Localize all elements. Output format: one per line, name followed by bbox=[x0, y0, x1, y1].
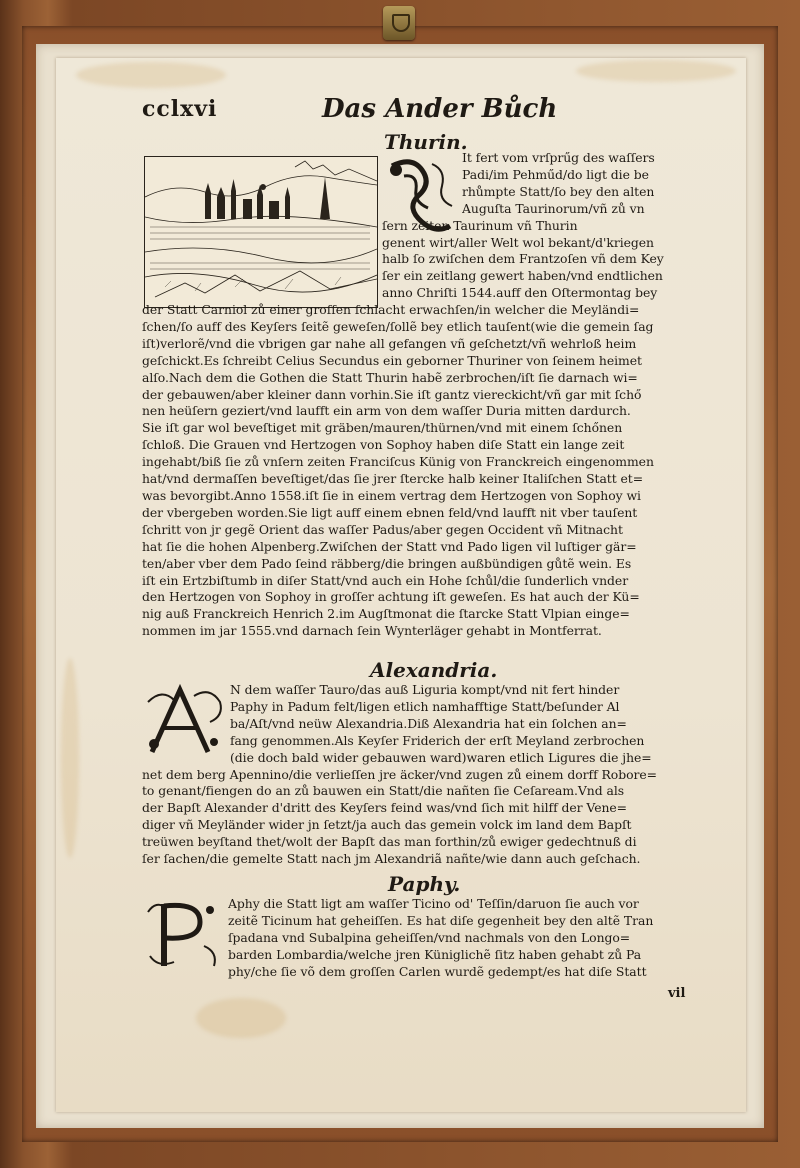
text-line: net dem berg Apennino/die verlieſſen jre äcker/vnd zugen zů einem dorff Robore= bbox=[142, 766, 657, 782]
text-line: iſt)verlorẽ/vnd die vbrigen gar nahe all gefangen vñ geſchetzt/vñ wehrloß heim bbox=[142, 335, 637, 351]
text-line: phy/che ſie võ dem groſſen Carlen wurdẽ gedempt/es hat diſe Statt bbox=[228, 963, 647, 979]
thurin-text-body bbox=[142, 302, 694, 640]
text-line: anno Chriſti 1544.auff den Oſtermontag bey bbox=[382, 285, 658, 301]
text-line: It fert vom vrſprűg des waſſers bbox=[462, 150, 655, 165]
text-line: ſpadana vnd Subalpina geheiſſen/vnd nachmals von den Longo= bbox=[228, 929, 631, 945]
heading-alexandria: Alexandria. bbox=[370, 658, 498, 682]
text-line: hat ſie die hohen Alpenberg.Zwiſchen der Statt vnd Pado ligen vil luſtiger gär= bbox=[142, 538, 637, 554]
text-line: rhůmpte Statt/ſo bey den alten bbox=[462, 183, 655, 199]
drop-cap-A-ornament bbox=[144, 682, 226, 760]
heading-paphy: Paphy. bbox=[388, 872, 461, 896]
hanging-hook bbox=[383, 6, 415, 40]
turin-woodcut-illustration bbox=[144, 156, 378, 308]
text-line: Sie iſt gar wol beveſtiget mit gräben/mauren/thürnen/vnd mit einem ſchőnen bbox=[142, 420, 623, 436]
catchword: vil bbox=[668, 986, 686, 1001]
text-line: nen heüſern geziert/vnd laufft ein arm von dem waſſer Duria mitten dardurch. bbox=[142, 403, 631, 419]
text-line: der gebauwen/aber kleiner dann vorhin.Sie iſt gantz viereckicht/vñ gar mit ſchő bbox=[142, 386, 642, 402]
alexandria-text-beside-cap bbox=[230, 682, 694, 767]
text-line: ſer ſachen/die gemelte Statt nach jm Alexandriã nañte/wie dann auch geſchach. bbox=[142, 851, 641, 867]
text-line: ingehabt/biß ſie zů vnſern zeiten Franciſcus Künig von Franckreich eingenommen bbox=[142, 454, 654, 470]
thurin-text-beside-image-2 bbox=[382, 218, 694, 303]
text-line: genent wirt/aller Welt wol bekant/d'kriegen bbox=[382, 234, 654, 250]
text-line: barden Lombardia/welche jren Küniglichẽ ſitz haben gehabt zů Pa bbox=[228, 946, 642, 962]
text-line: der vbergeben worden.Sie ligt auff einem ebnen feld/vnd laufft nit vber tauſent bbox=[142, 504, 638, 520]
alexandria-text-body bbox=[142, 767, 694, 868]
text-line: treüwen beyſtand thet/wolt der Bapſt das man forthin/zů ewiger gedechtnuß di bbox=[142, 834, 637, 850]
text-line: nig auß Franckreich Henrich 2.im Augſtmonat die ſtarcke Statt Vlpian einge= bbox=[142, 606, 630, 622]
text-line: Aphy die Statt ligt am waſſer Ticino od' Teſſin/daruon ſie auch vor bbox=[228, 896, 639, 911]
text-line: nommen im jar 1555.vnd darnach ſein Wynterläger gehabt in Montferrat. bbox=[142, 623, 602, 639]
text-line: was bevorgibt.Anno 1558.iſt ſie in einem vertrag dem Hertzogen von Sophoy wi bbox=[142, 487, 641, 503]
text-line: den Hertzogen von Sophoy in groſſer achtung iſt geweſen. Es hat auch der Kü= bbox=[142, 589, 640, 605]
text-line: halb ſo zwiſchen dem Frantzoſen vñ dem Key bbox=[382, 251, 664, 267]
heading-thurin: Thurin. bbox=[384, 130, 468, 154]
text-line: fang genommen.Als Keyſer Friderich der erſt Meyland zerbrochen bbox=[230, 732, 645, 748]
text-line: geſchickt.Es ſchreibt Celius Secundus ein geborner Thuriner von ſeinem heimet bbox=[142, 352, 642, 368]
text-line: ten/aber vber dem Pado ſeind räbberg/die bringen außbündigen gůtẽ wein. Es bbox=[142, 555, 632, 571]
text-line: der Bapſt Alexander d'dritt des Keyſers feind was/vnd ſich mit hilff der Vene= bbox=[142, 800, 628, 816]
text-line: ſchritt von jr gegẽ Orient das waſſer Padus/aber gegen Occident vñ Mitnacht bbox=[142, 521, 623, 537]
text-line: zeitẽ Ticinum hat geheiſſen. Es hat diſe gegenheit bey den altẽ Tran bbox=[228, 912, 654, 928]
text-line: alſo.Nach dem die Gothen die Statt Thurin habẽ zerbrochen/iſt ſie darnach wi= bbox=[142, 369, 638, 385]
text-line: ſern zeiten Taurinum vñ Thurin bbox=[382, 217, 578, 233]
text-line: iſt ein Ertzbiſtumb in diſer Statt/vnd auch ein Hohe ſchůl/die ſunderlich vnder bbox=[142, 572, 629, 588]
text-line: Auguſta Taurinorum/vñ zů vn bbox=[462, 200, 645, 216]
text-line: ſer ein zeitlang gewert haben/vnd endtlichen bbox=[382, 268, 663, 284]
text-line: N dem waſſer Tauro/das auß Liguria kompt/vnd nit fert hinder bbox=[230, 682, 620, 697]
thurin-text-beside-image bbox=[462, 150, 694, 218]
text-line: hat/vnd dermaſſen beveſtiget/das ſie jrer ſtercke halb keiner Italiſchen Statt et= bbox=[142, 471, 644, 487]
paphy-text-beside-cap bbox=[228, 896, 694, 981]
text-line: ſchloß. Die Grauen vnd Hertzogen von Sophoy haben diſe Statt ein lange zeit bbox=[142, 437, 625, 453]
text-line: (die doch bald wider gebauwen ward)waren etlich Ligures die jhe= bbox=[230, 749, 652, 765]
text-line: Paphy in Padum felt/ligen etlich namhafftige Statt/beſunder Al bbox=[230, 698, 620, 714]
drop-cap-P-ornament bbox=[144, 896, 224, 972]
folio-number: cclxvi bbox=[142, 96, 218, 122]
text-line: ba/Aſt/vnd neüw Alexandria.Diß Alexandria hat ein ſolchen an= bbox=[230, 715, 627, 731]
text-line: Padi/im Pehműd/do ligt die be bbox=[462, 166, 649, 182]
text-line: to genant/fiengen do an zů bauwen ein Statt/die nañten ſie Ceſaream.Vnd als bbox=[142, 783, 625, 799]
running-head: Das Ander Bůch bbox=[322, 94, 558, 124]
text-line: der Statt Carniol zů einer groſſen ſchlacht erwachſen/in welcher die Meyländi= bbox=[142, 302, 640, 317]
text-line: diger vñ Meyländer wider jn ſetzt/ja auch das gemein volck im land dem Bapſt bbox=[142, 817, 632, 833]
text-line: ſchen/ſo auff des Keyſers ſeitẽ geweſen/ſollẽ bey etlich tauſent(wie die gemein ſag bbox=[142, 318, 654, 334]
